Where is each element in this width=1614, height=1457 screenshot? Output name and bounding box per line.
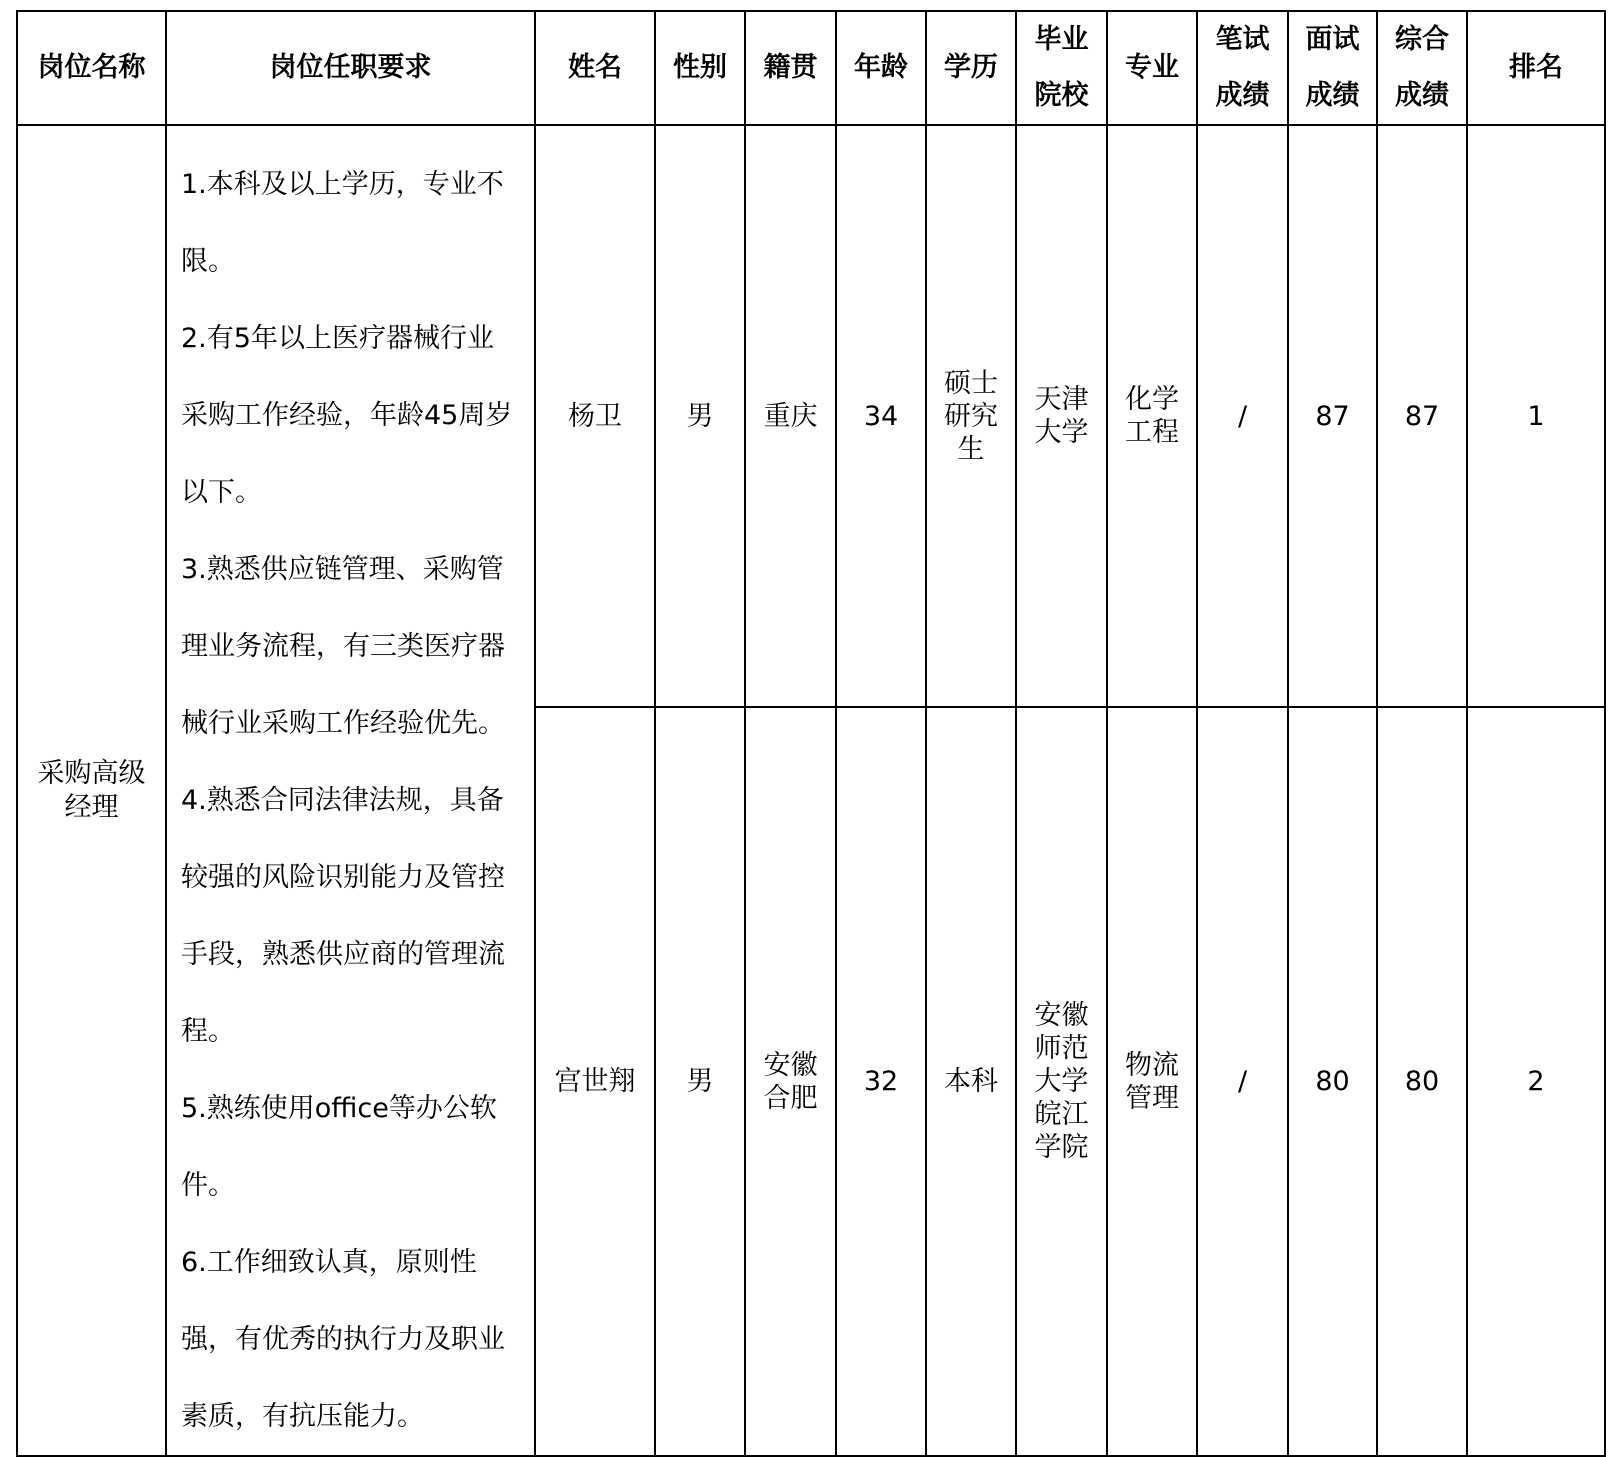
candidate-overall-score: 80 — [1377, 707, 1467, 1456]
requirements-cell — [166, 125, 535, 1456]
header-overall-score — [1377, 11, 1467, 125]
header-overall-score-text: 综合成绩 — [1395, 24, 1449, 111]
requirement-item: 4.熟悉合同法律法规，具备较强的风险识别能力及管控手段，熟悉供应商的管理流程。 — [181, 785, 505, 1047]
header-written-score-text: 笔试成绩 — [1215, 24, 1270, 111]
candidate-major-text: 物流管理 — [1125, 1049, 1179, 1114]
header-position-name: 岗位名称 — [17, 11, 166, 125]
candidate-age: 32 — [836, 707, 926, 1456]
requirement-item: 3.熟悉供应链管理、采购管理业务流程，有三类医疗器械行业采购工作经验优先。 — [181, 554, 505, 739]
header-written-score — [1197, 11, 1288, 125]
requirements-list — [181, 146, 520, 1455]
header-rank: 排名 — [1467, 11, 1605, 125]
candidate-overall-score: 87 — [1377, 125, 1467, 707]
requirement-item: 6.工作细致认真，原则性强，有优秀的执行力及职业素质，有抗压能力。 — [181, 1247, 505, 1432]
header-requirements: 岗位任职要求 — [166, 11, 535, 125]
candidate-education-text: 硕士研究生 — [944, 367, 998, 465]
header-age: 年龄 — [836, 11, 926, 125]
candidate-major — [1107, 707, 1197, 1456]
table-row — [17, 125, 1605, 707]
candidate-written-score: / — [1197, 125, 1288, 707]
candidate-gender: 男 — [655, 707, 745, 1456]
candidate-gender: 男 — [655, 125, 745, 707]
header-gender: 性别 — [655, 11, 745, 125]
candidate-age: 34 — [836, 125, 926, 707]
header-interview-score — [1288, 11, 1377, 125]
candidate-school-text: 安徽师范大学皖江学院 — [1034, 1000, 1089, 1164]
requirement-item: 5.熟练使用office等办公软件。 — [181, 1093, 497, 1201]
candidate-school — [1016, 707, 1107, 1456]
candidate-written-score: / — [1197, 707, 1288, 1456]
header-major: 专业 — [1107, 11, 1197, 125]
candidate-major-text: 化学工程 — [1125, 384, 1179, 449]
header-interview-score-text: 面试成绩 — [1305, 24, 1360, 111]
candidate-school-text: 天津大学 — [1034, 384, 1089, 449]
requirement-item: 1.本科及以上学历，专业不限。 — [181, 169, 504, 277]
candidate-education-text: 本科 — [944, 1066, 998, 1098]
candidate-interview-score: 87 — [1288, 125, 1377, 707]
header-origin: 籍贯 — [745, 11, 836, 125]
position-name-cell: 采购高级经理 — [17, 125, 166, 1456]
header-education: 学历 — [926, 11, 1016, 125]
candidate-origin — [745, 125, 836, 707]
candidate-rank: 2 — [1467, 707, 1605, 1456]
header-school-text: 毕业院校 — [1034, 24, 1089, 111]
table-header-row — [17, 11, 1605, 125]
candidate-name: 杨卫 — [535, 125, 655, 707]
requirement-item: 2.有5年以上医疗器械行业采购工作经验，年龄45周岁以下。 — [181, 323, 513, 508]
candidate-education — [926, 707, 1016, 1456]
candidate-rank: 1 — [1467, 125, 1605, 707]
results-table — [16, 10, 1606, 1457]
candidate-education — [926, 125, 1016, 707]
header-name: 姓名 — [535, 11, 655, 125]
candidate-origin-text: 安徽合肥 — [763, 1049, 818, 1114]
candidate-origin-text: 重庆 — [763, 400, 818, 432]
candidate-origin — [745, 707, 836, 1456]
candidate-interview-score: 80 — [1288, 707, 1377, 1456]
header-school — [1016, 11, 1107, 125]
candidate-major — [1107, 125, 1197, 707]
candidate-name: 宫世翔 — [535, 707, 655, 1456]
candidate-school — [1016, 125, 1107, 707]
